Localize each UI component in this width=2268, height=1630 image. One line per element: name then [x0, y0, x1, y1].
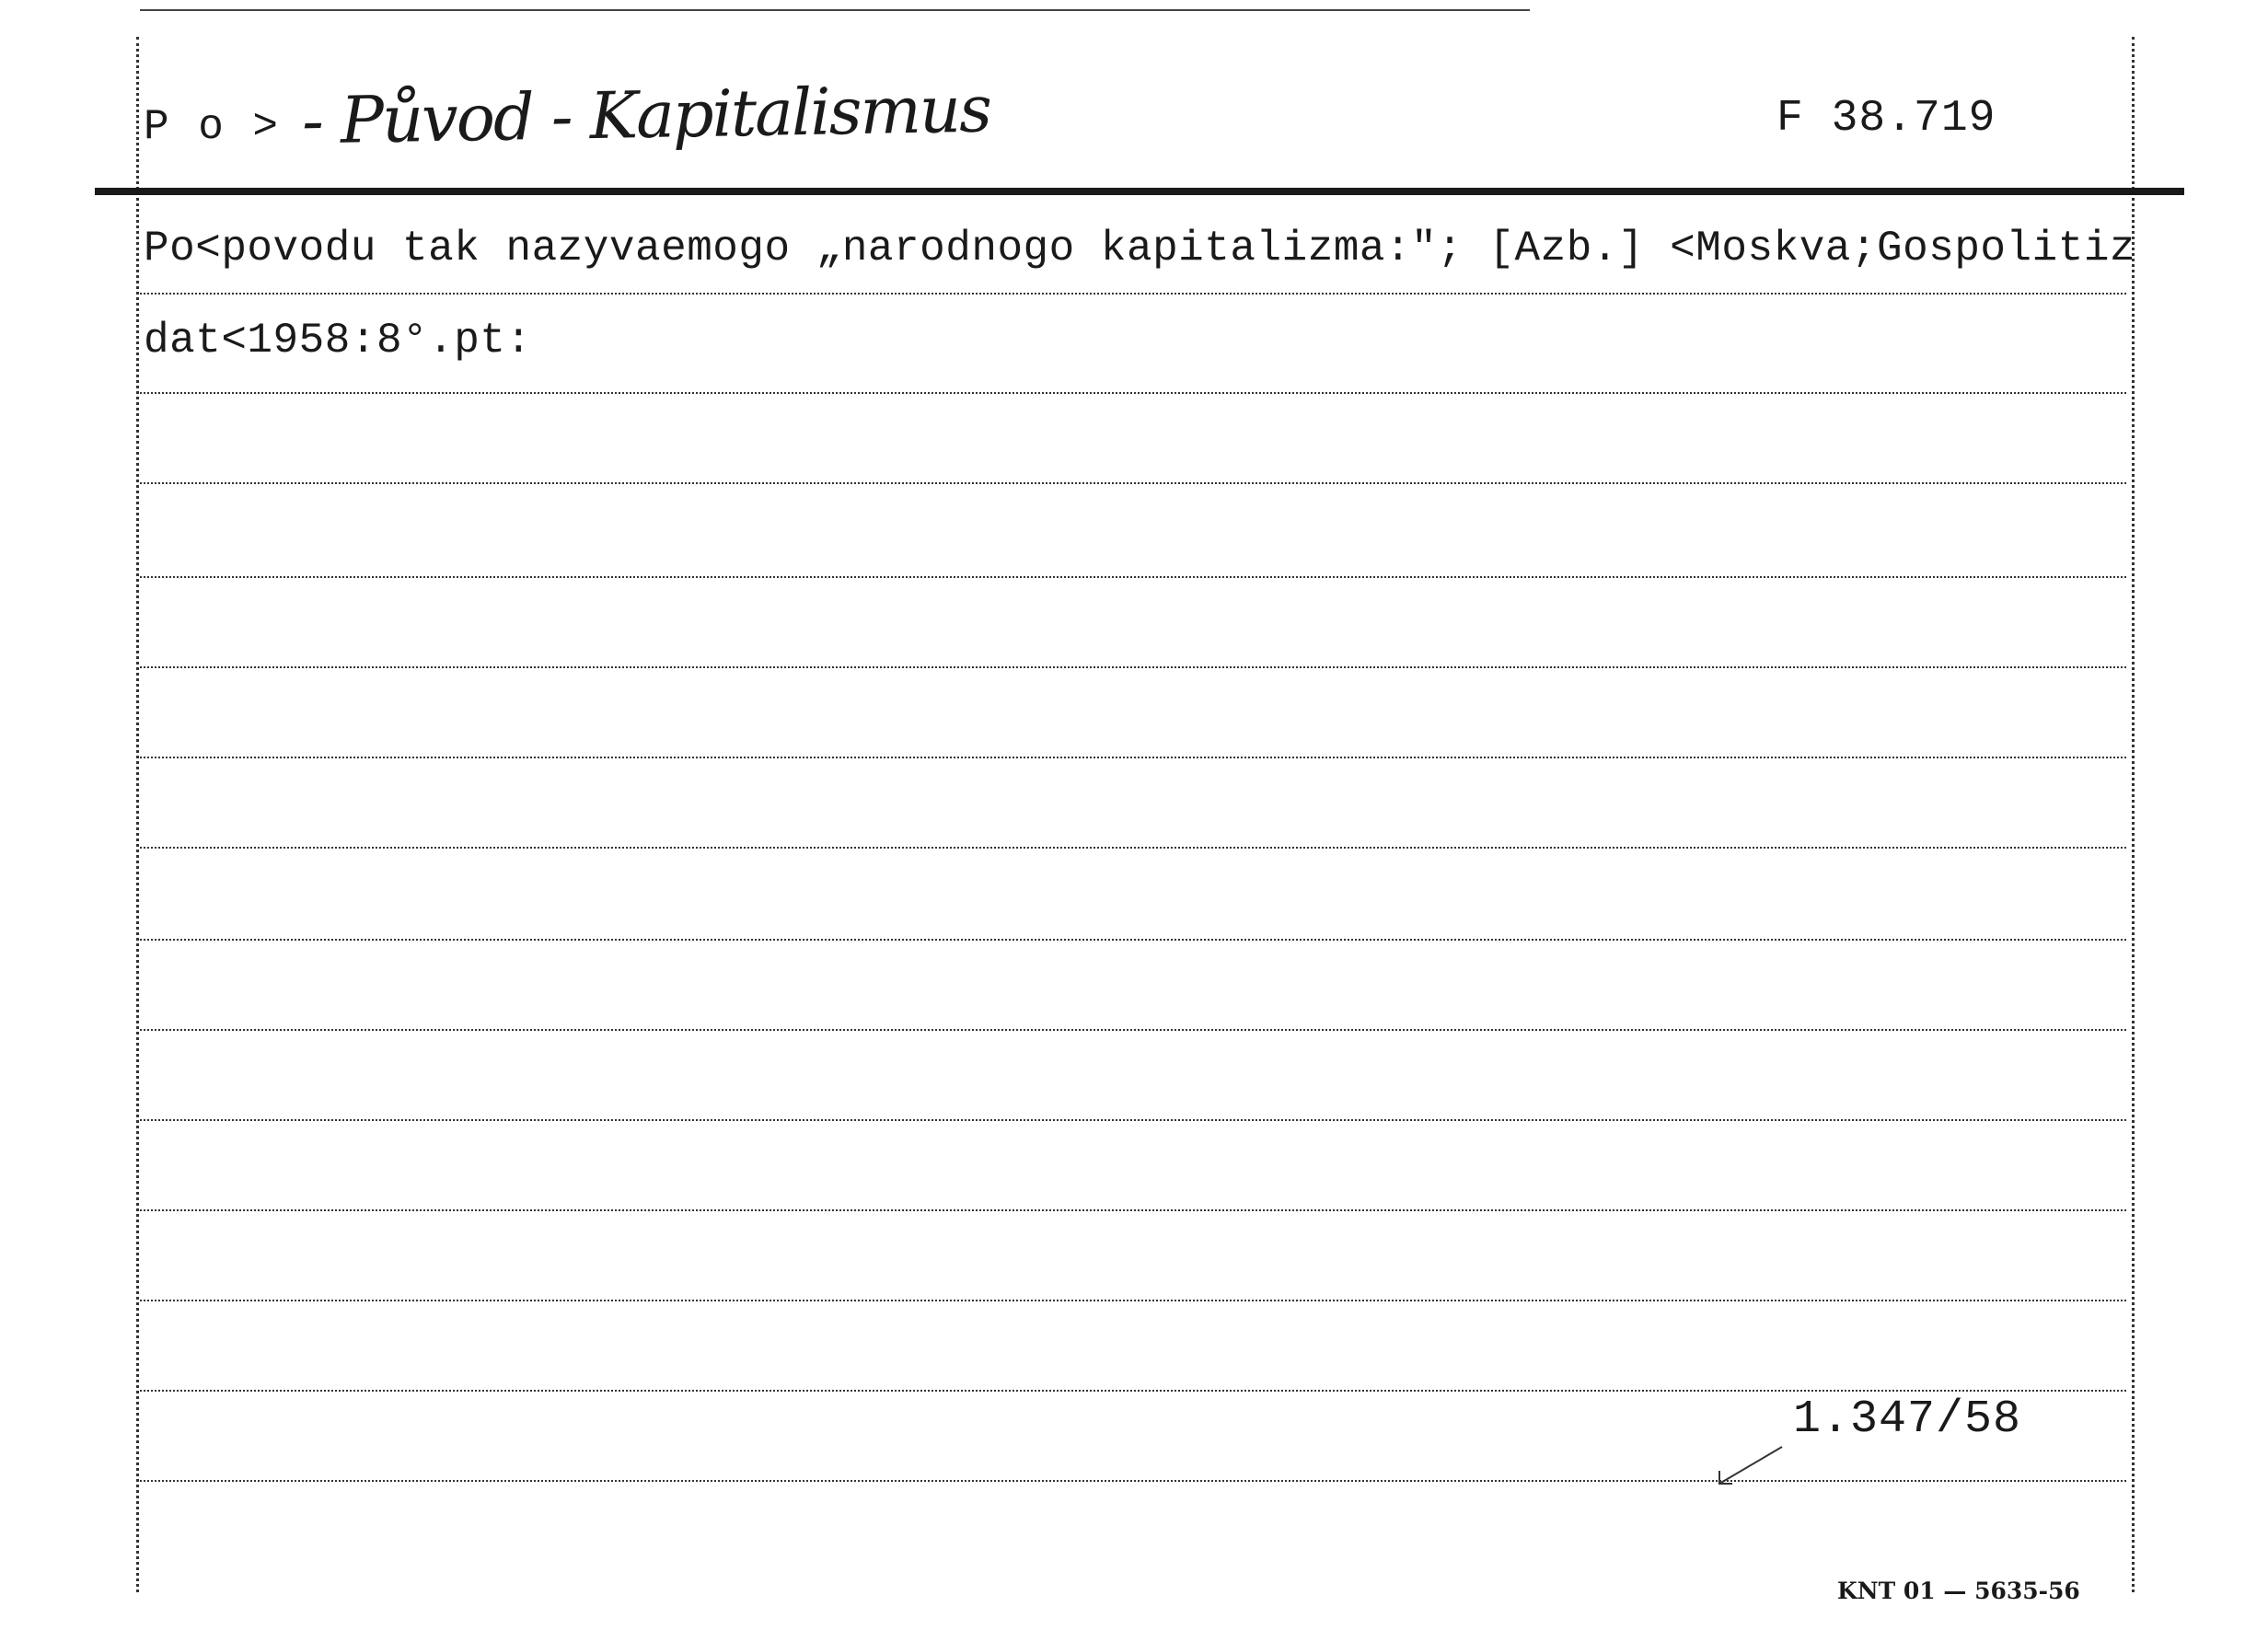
ruled-line — [140, 392, 2126, 394]
ruled-line — [140, 666, 2126, 668]
entry-line-2: dat<1958:8°.pt: — [144, 317, 532, 364]
ruled-line — [140, 1480, 2126, 1482]
left-margin-line — [136, 37, 139, 1592]
ruled-line — [140, 576, 2126, 578]
ruled-line — [140, 1209, 2126, 1211]
ruled-line — [140, 482, 2126, 484]
ruled-line — [140, 293, 2126, 295]
header-typed-code: P o > — [144, 103, 281, 151]
ruled-line — [140, 1300, 2126, 1301]
ruled-line — [140, 847, 2126, 849]
ruled-line — [140, 757, 2126, 758]
arrow-icon — [1712, 1443, 1786, 1489]
top-edge-rule — [140, 9, 1530, 11]
header-rule — [95, 188, 2184, 195]
call-number: F 38.719 — [1776, 94, 1996, 144]
ruled-line — [140, 1390, 2126, 1392]
accession-number: 1.347/58 — [1793, 1393, 2022, 1446]
handwritten-subject: - Původ - Kapitalismus — [301, 71, 991, 159]
ruled-line — [140, 1119, 2126, 1121]
ruled-line — [140, 1029, 2126, 1031]
card-footer-code: KNT 01 — 5635-56 — [1837, 1578, 2080, 1604]
entry-line-1: Po<povodu tak nazyvaemogo „narodnogo kapitalizma:"; [Azb.] <Moskva;Gospolitiz — [144, 225, 2136, 272]
ruled-line — [140, 939, 2126, 941]
